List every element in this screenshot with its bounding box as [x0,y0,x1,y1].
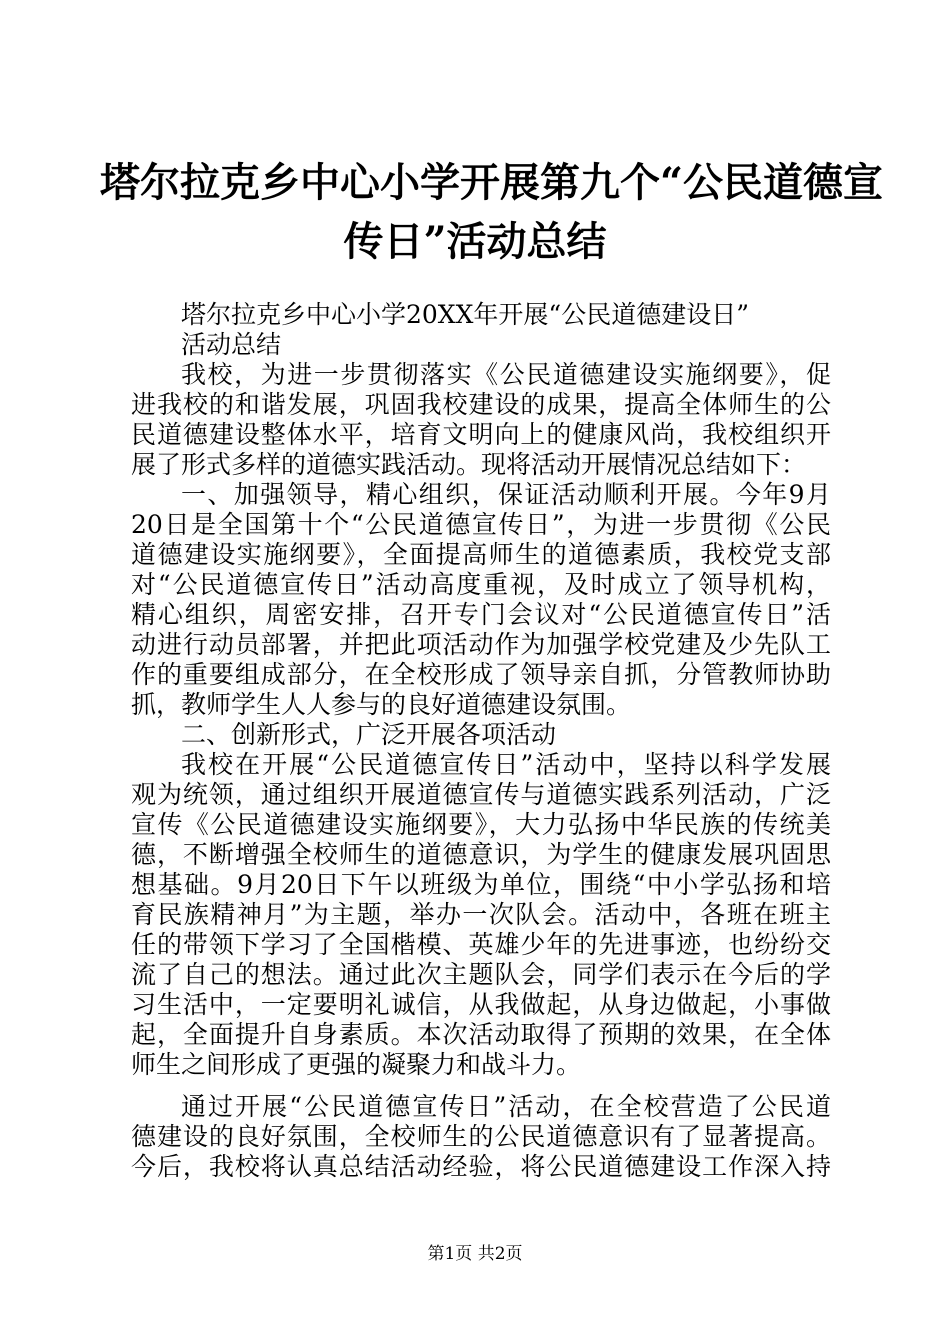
subtitle-line: 活动总结 [181,330,282,359]
paragraph-line: 德，不断增强全校师生的道德意识，为学生的健康发展巩固思 [131,840,831,869]
paragraph-line: 育民族精神月”为主题，举办一次队会。活动中，各班在班主 [131,900,831,929]
paragraph-line: 宣传《公民道德建设实施纲要》，大力弘扬中华民族的传统美 [131,810,831,839]
document-title-line-1: 塔尔拉克乡中心小学开展第九个“公民道德宣 [100,159,884,206]
page-number-footer: 第1页 共2页 [427,1244,523,1264]
paragraph-line: 德建设的良好氛围，全校师生的公民道德意识有了显著提高。 [131,1122,831,1151]
paragraph-line: 民道德建设整体水平，培育文明向上的健康风尚，我校组织开 [131,420,831,449]
paragraph-line: 今后，我校将认真总结活动经验，将公民道德建设工作深入持 [131,1152,831,1181]
paragraph-line: 抓，教师学生人人参与的良好道德建设氛围。 [131,690,632,719]
paragraph-line: 对“公民道德宣传日”活动高度重视，及时成立了领导机构， [131,570,831,599]
subtitle-line: 塔尔拉克乡中心小学20XX年开展“公民道德建设日” [181,300,749,329]
paragraph-line: 流了自己的想法。通过此次主题队会，同学们表示在今后的学 [131,960,831,989]
paragraph-line: 我校，为进一步贯彻落实《公民道德建设实施纲要》，促 [181,360,831,389]
paragraph-line: 精心组织，周密安排，召开专门会议对“公民道德宣传日”活 [131,600,831,629]
paragraph-line: 我校在开展“公民道德宣传日”活动中，坚持以科学发展 [181,750,831,779]
paragraph-line: 进我校的和谐发展，巩固我校建设的成果，提高全体师生的公 [131,390,831,419]
paragraph-line: 师生之间形成了更强的凝聚力和战斗力。 [131,1050,582,1079]
paragraph-line: 观为统领，通过组织开展道德宣传与道德实践系列活动，广泛 [131,780,831,809]
paragraph-line: 作的重要组成部分，在全校形成了领导亲自抓，分管教师协助 [131,660,831,689]
paragraph-line: 起，全面提升自身素质。本次活动取得了预期的效果，在全体 [131,1020,831,1049]
paragraph-line: 通过开展“公民道德宣传日”活动，在全校营造了公民道 [181,1092,831,1121]
paragraph-line: 展了形式多样的道德实践活动。现将活动开展情况总结如下： [131,450,807,479]
section-heading-line: 一、加强领导，精心组织，保证活动顺利开展。今年9月 [181,480,831,509]
paragraph-line: 习生活中，一定要明礼诚信，从我做起，从身边做起，小事做 [131,990,831,1019]
paragraph-line: 想基础。9月20日下午以班级为单位，围绕“中小学弘扬和培 [131,870,831,899]
section-heading-line: 二、创新形式，广泛开展各项活动 [181,720,557,749]
paragraph-line: 任的带领下学习了全国楷模、英雄少年的先进事迹，也纷纷交 [131,930,831,959]
document-title-line-2: 传日”活动总结 [343,218,607,265]
paragraph-line: 20日是全国第十个“公民道德宣传日”，为进一步贯彻《公民 [131,510,831,539]
paragraph-line: 道德建设实施纲要》，全面提高师生的道德素质，我校党支部 [131,540,831,569]
paragraph-line: 动进行动员部署，并把此项活动作为加强学校党建及少先队工 [131,630,831,659]
